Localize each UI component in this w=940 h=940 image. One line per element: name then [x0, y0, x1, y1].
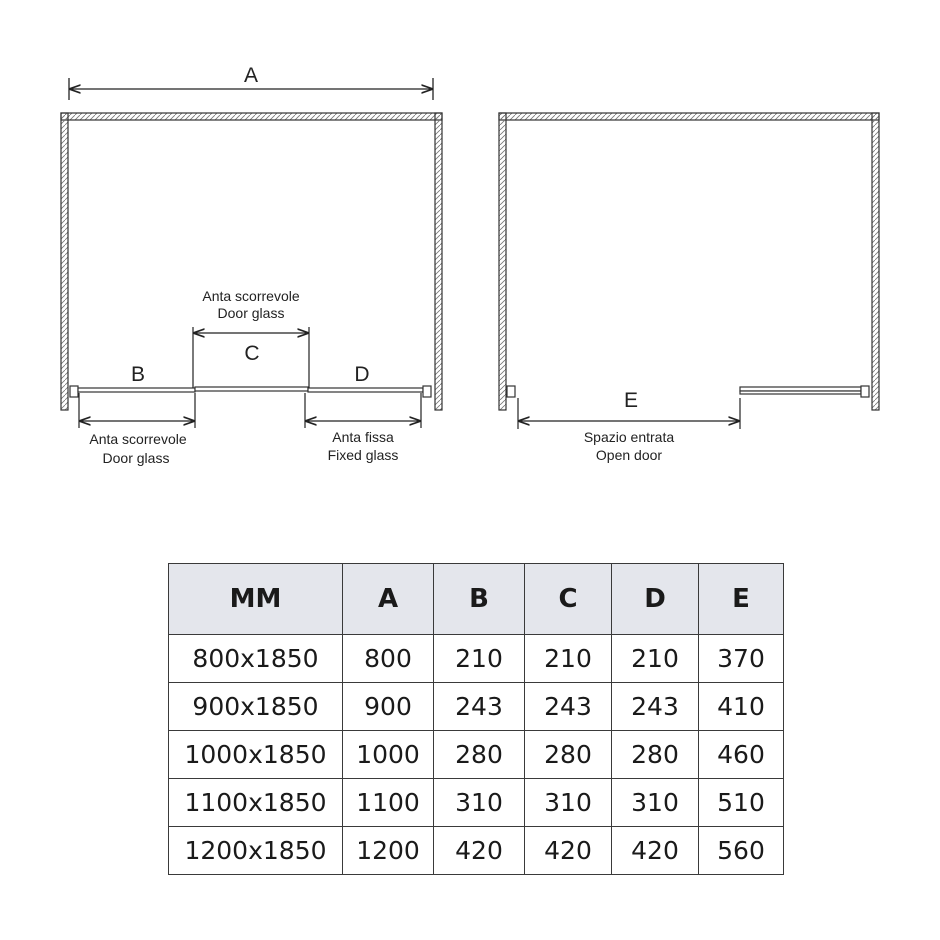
dimension-e-label: E: [623, 389, 639, 412]
cell-a: 900: [343, 683, 434, 731]
table-row: [169, 683, 784, 731]
cell-e: 460: [699, 731, 784, 779]
cell-size: 900x1850: [169, 683, 343, 731]
table-row: [169, 827, 784, 875]
header-c: C: [525, 564, 612, 635]
dimensions-table: [168, 563, 784, 875]
dimension-e-caption-line1: Spazio entrata: [583, 429, 675, 445]
cell-size: 1100x1850: [169, 779, 343, 827]
cell-c: 210: [525, 635, 612, 683]
header-e: E: [699, 564, 784, 635]
header-mm: MM: [169, 564, 343, 635]
cell-b: 280: [434, 731, 525, 779]
cell-c: 280: [525, 731, 612, 779]
header-d: D: [612, 564, 699, 635]
cell-size: 800x1850: [169, 635, 343, 683]
cell-d: 243: [612, 683, 699, 731]
cell-d: 310: [612, 779, 699, 827]
cell-b: 243: [434, 683, 525, 731]
dimension-d-label: D: [354, 363, 370, 386]
cell-e: 510: [699, 779, 784, 827]
cell-a: 800: [343, 635, 434, 683]
left-layout: [61, 64, 442, 466]
cell-c: 420: [525, 827, 612, 875]
cell-e: 410: [699, 683, 784, 731]
header-b: B: [434, 564, 525, 635]
cell-b: 310: [434, 779, 525, 827]
table-header-row: [169, 564, 784, 635]
header-a: A: [343, 564, 434, 635]
table-row: [169, 731, 784, 779]
cell-d: 420: [612, 827, 699, 875]
table-row: [169, 635, 784, 683]
cell-a: 1000: [343, 731, 434, 779]
left-enclosure-walls: [61, 113, 442, 410]
left-glass-panels: [70, 386, 431, 397]
cell-size: 1000x1850: [169, 731, 343, 779]
right-enclosure-walls: [499, 113, 879, 410]
table-row: [169, 779, 784, 827]
dimension-b-caption-line1: Anta scorrevole: [89, 431, 187, 447]
cell-c: 243: [525, 683, 612, 731]
right-glass-panels: [507, 386, 869, 397]
dimension-b-caption-line2: Door glass: [102, 450, 170, 466]
dimension-a-label: A: [243, 64, 259, 87]
dimension-e-caption-line2: Open door: [595, 447, 663, 463]
dimension-c-caption-line1: Anta scorrevole: [202, 288, 300, 304]
right-layout: [499, 113, 879, 463]
dimension-d-caption-line1: Anta fissa: [332, 429, 394, 445]
dimension-c-caption-line2: Door glass: [217, 305, 285, 321]
dimension-b-label: B: [130, 363, 146, 386]
cell-b: 210: [434, 635, 525, 683]
dimension-d-caption-line2: Fixed glass: [327, 447, 399, 463]
cell-d: 280: [612, 731, 699, 779]
cell-a: 1100: [343, 779, 434, 827]
cell-d: 210: [612, 635, 699, 683]
cell-b: 420: [434, 827, 525, 875]
dimension-c-label: C: [244, 342, 260, 365]
cell-size: 1200x1850: [169, 827, 343, 875]
cell-a: 1200: [343, 827, 434, 875]
cell-e: 370: [699, 635, 784, 683]
cell-c: 310: [525, 779, 612, 827]
cell-e: 560: [699, 827, 784, 875]
